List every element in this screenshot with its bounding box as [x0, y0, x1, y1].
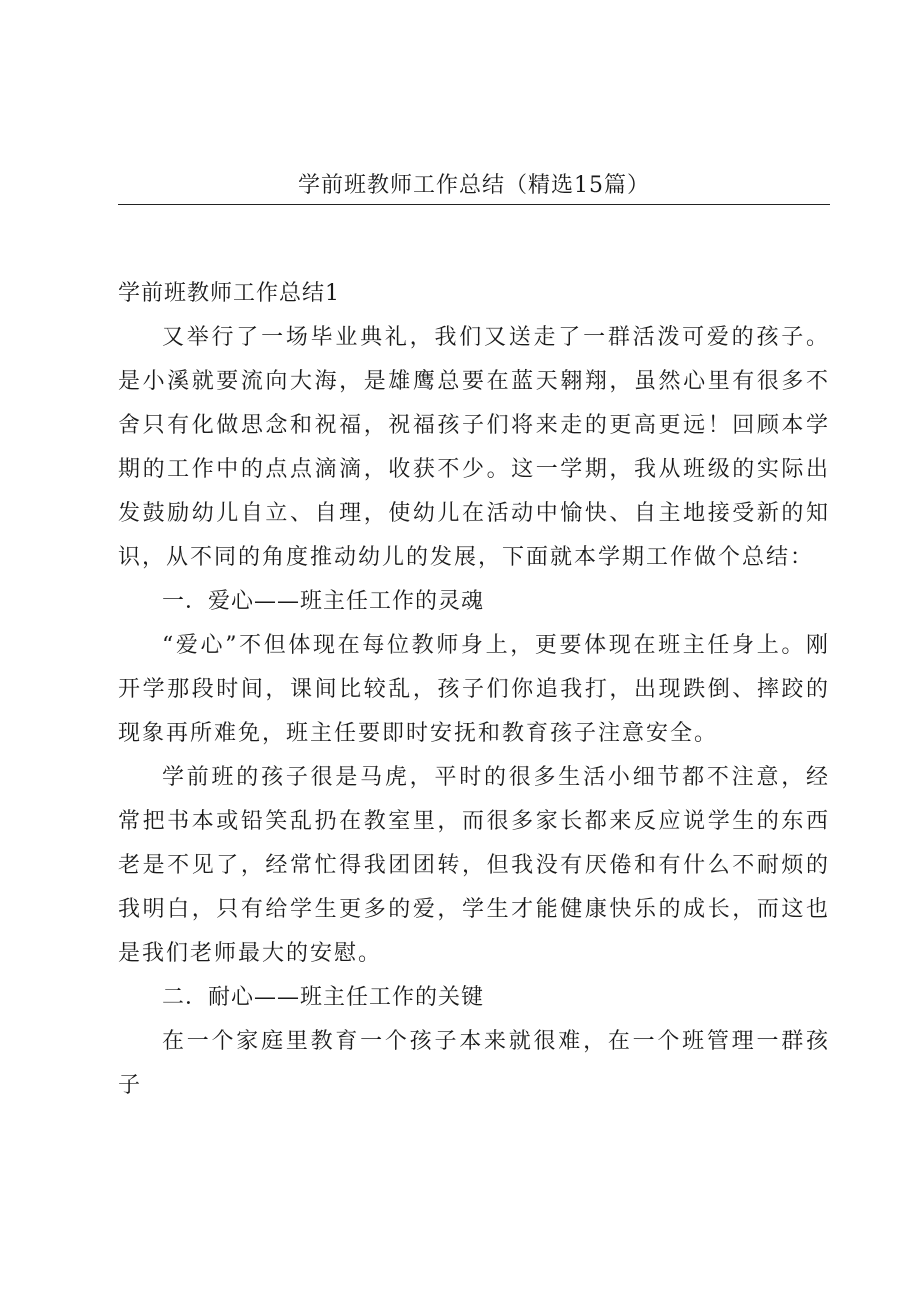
paragraph-patience-1: 在一个家庭里教育一个孩子本来就很难，在一个班管理一群孩子: [118, 1029, 830, 1098]
document-title: 学前班教师工作总结（精选15篇）: [298, 173, 650, 198]
heading-love: 一．爱心——班主任工作的灵魂: [162, 589, 485, 614]
title-divider: [118, 204, 830, 205]
document-body: [118, 272, 830, 1108]
paragraph-love-2: 学前班的孩子很是马虎，平时的很多生活小细节都不注意，经常把书本或铅笑乱扔在教室里，而很多家长都来反应说学生的东西老是不见了，经常忙得我团团转，但我没有厌倦和有什么不耐烦的我明白，只有给学生更多的爱，学生才能健康快乐的成长，而这也是我们老师最大的安慰。: [118, 765, 830, 966]
paragraph-intro: 又举行了一场毕业典礼，我们又送走了一群活泼可爱的孩子。是小溪就要流向大海，是雄鹰总要在蓝天翱翔，虽然心里有很多不舍只有化做思念和祝福，祝福孩子们将来走的更高更远！回顾本学期的工作中的点点滴滴，收获不少。这一学期，我从班级的实际出发鼓励幼儿自立、自理，使幼儿在活动中愉快、自主地接受新的知识，从不同的角度推动幼儿的发展，下面就本学期工作做个总结：: [118, 325, 830, 570]
section-title: 学前班教师工作总结1: [118, 281, 340, 306]
heading-patience: 二．耐心——班主任工作的关键: [162, 985, 485, 1010]
paragraph-love-1: “爱心”不但体现在每位教师身上，更要体现在班主任身上。刚开学那段时间，课间比较乱，孩子们你追我打，出现跌倒、摔跤的现象再所难免，班主任要即时安抚和教育孩子注意安全。: [118, 633, 830, 746]
